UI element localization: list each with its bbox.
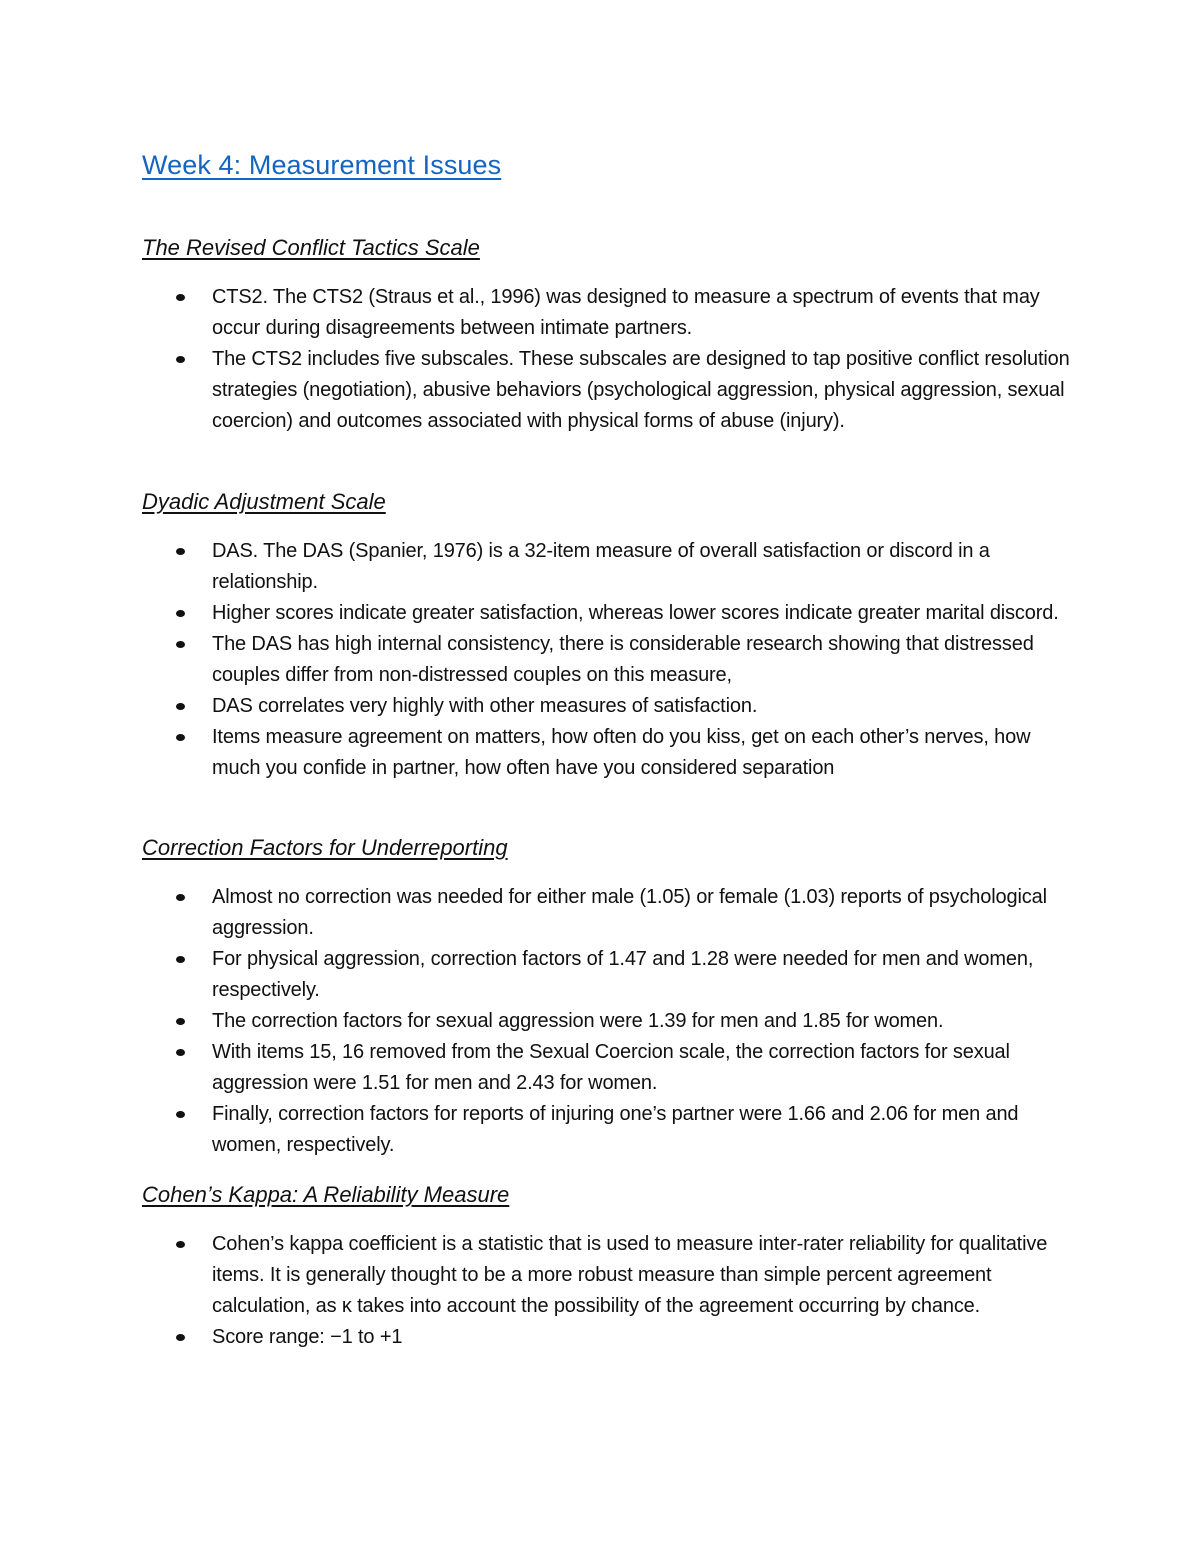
bullet-list-cohens-kappa <box>0 1229 1200 1353</box>
list-item: DAS. The DAS (Spanier, 1976) is a 32-item measure of overall satisfaction or discord in a relationship. <box>0 536 1200 598</box>
list-item: The correction factors for sexual aggression were 1.39 for men and 1.85 for women. <box>0 1006 1200 1037</box>
bullet-icon <box>176 1334 185 1341</box>
bullet-list-correction-factors <box>0 882 1200 1161</box>
bullet-list-das <box>0 536 1200 784</box>
list-item: Higher scores indicate greater satisfaction, whereas lower scores indicate greater marital discord. <box>0 598 1200 629</box>
page-title: Week 4: Measurement Issues <box>142 150 502 180</box>
list-item: DAS correlates very highly with other measures of satisfaction. <box>0 691 1200 722</box>
list-item: The DAS has high internal consistency, there is considerable research showing that distressed couples differ from non-distressed couples on this measure, <box>0 629 1200 691</box>
bullet-icon <box>176 1111 185 1118</box>
bullet-icon <box>176 894 185 901</box>
list-item: Score range: −1 to +1 <box>0 1322 1200 1353</box>
bullet-icon <box>176 1241 185 1248</box>
bullet-icon <box>176 610 185 617</box>
bullet-icon <box>176 703 185 710</box>
bullet-icon <box>176 356 185 363</box>
list-item: The CTS2 includes five subscales. These subscales are designed to tap positive conflict resolution strategies (negotiation), abusive behaviors (psychological aggression, physical aggression, sexual coercion) and outcomes associated with physical forms of abuse (injury). <box>0 344 1200 437</box>
bullet-icon <box>176 1018 185 1025</box>
list-item: Items measure agreement on matters, how often do you kiss, get on each other’s nerves, how much you confide in partner, how often have you considered separation <box>0 722 1200 784</box>
bullet-icon <box>176 956 185 963</box>
list-item: Finally, correction factors for reports of injuring one’s partner were 1.66 and 2.06 for men and women, respectively. <box>0 1099 1200 1161</box>
section-heading-cohens-kappa: Cohen’s Kappa: A Reliability Measure <box>142 1182 510 1207</box>
section-heading-cts2: The Revised Conflict Tactics Scale <box>142 235 480 260</box>
list-item: Almost no correction was needed for either male (1.05) or female (1.03) reports of psychological aggression. <box>0 882 1200 944</box>
section-heading-das: Dyadic Adjustment Scale <box>142 489 386 514</box>
list-item: With items 15, 16 removed from the Sexual Coercion scale, the correction factors for sexual aggression were 1.51 for men and 2.43 for women. <box>0 1037 1200 1099</box>
list-item: For physical aggression, correction factors of 1.47 and 1.28 were needed for men and women, respectively. <box>0 944 1200 1006</box>
bullet-icon <box>176 734 185 741</box>
list-item: CTS2. The CTS2 (Straus et al., 1996) was designed to measure a spectrum of events that may occur during disagreements between intimate partners. <box>0 282 1200 344</box>
list-item: Cohen’s kappa coefficient is a statistic that is used to measure inter-rater reliability for qualitative items. It is generally thought to be a more robust measure than simple percent agreement calculation, as κ takes into account the possibility of the agreement occurring by chance. <box>0 1229 1200 1322</box>
bullet-icon <box>176 641 185 648</box>
bullet-icon <box>176 294 185 301</box>
bullet-icon <box>176 548 185 555</box>
bullet-icon <box>176 1049 185 1056</box>
bullet-list-cts2 <box>0 282 1200 437</box>
section-heading-correction-factors: Correction Factors for Underreporting <box>142 835 508 860</box>
